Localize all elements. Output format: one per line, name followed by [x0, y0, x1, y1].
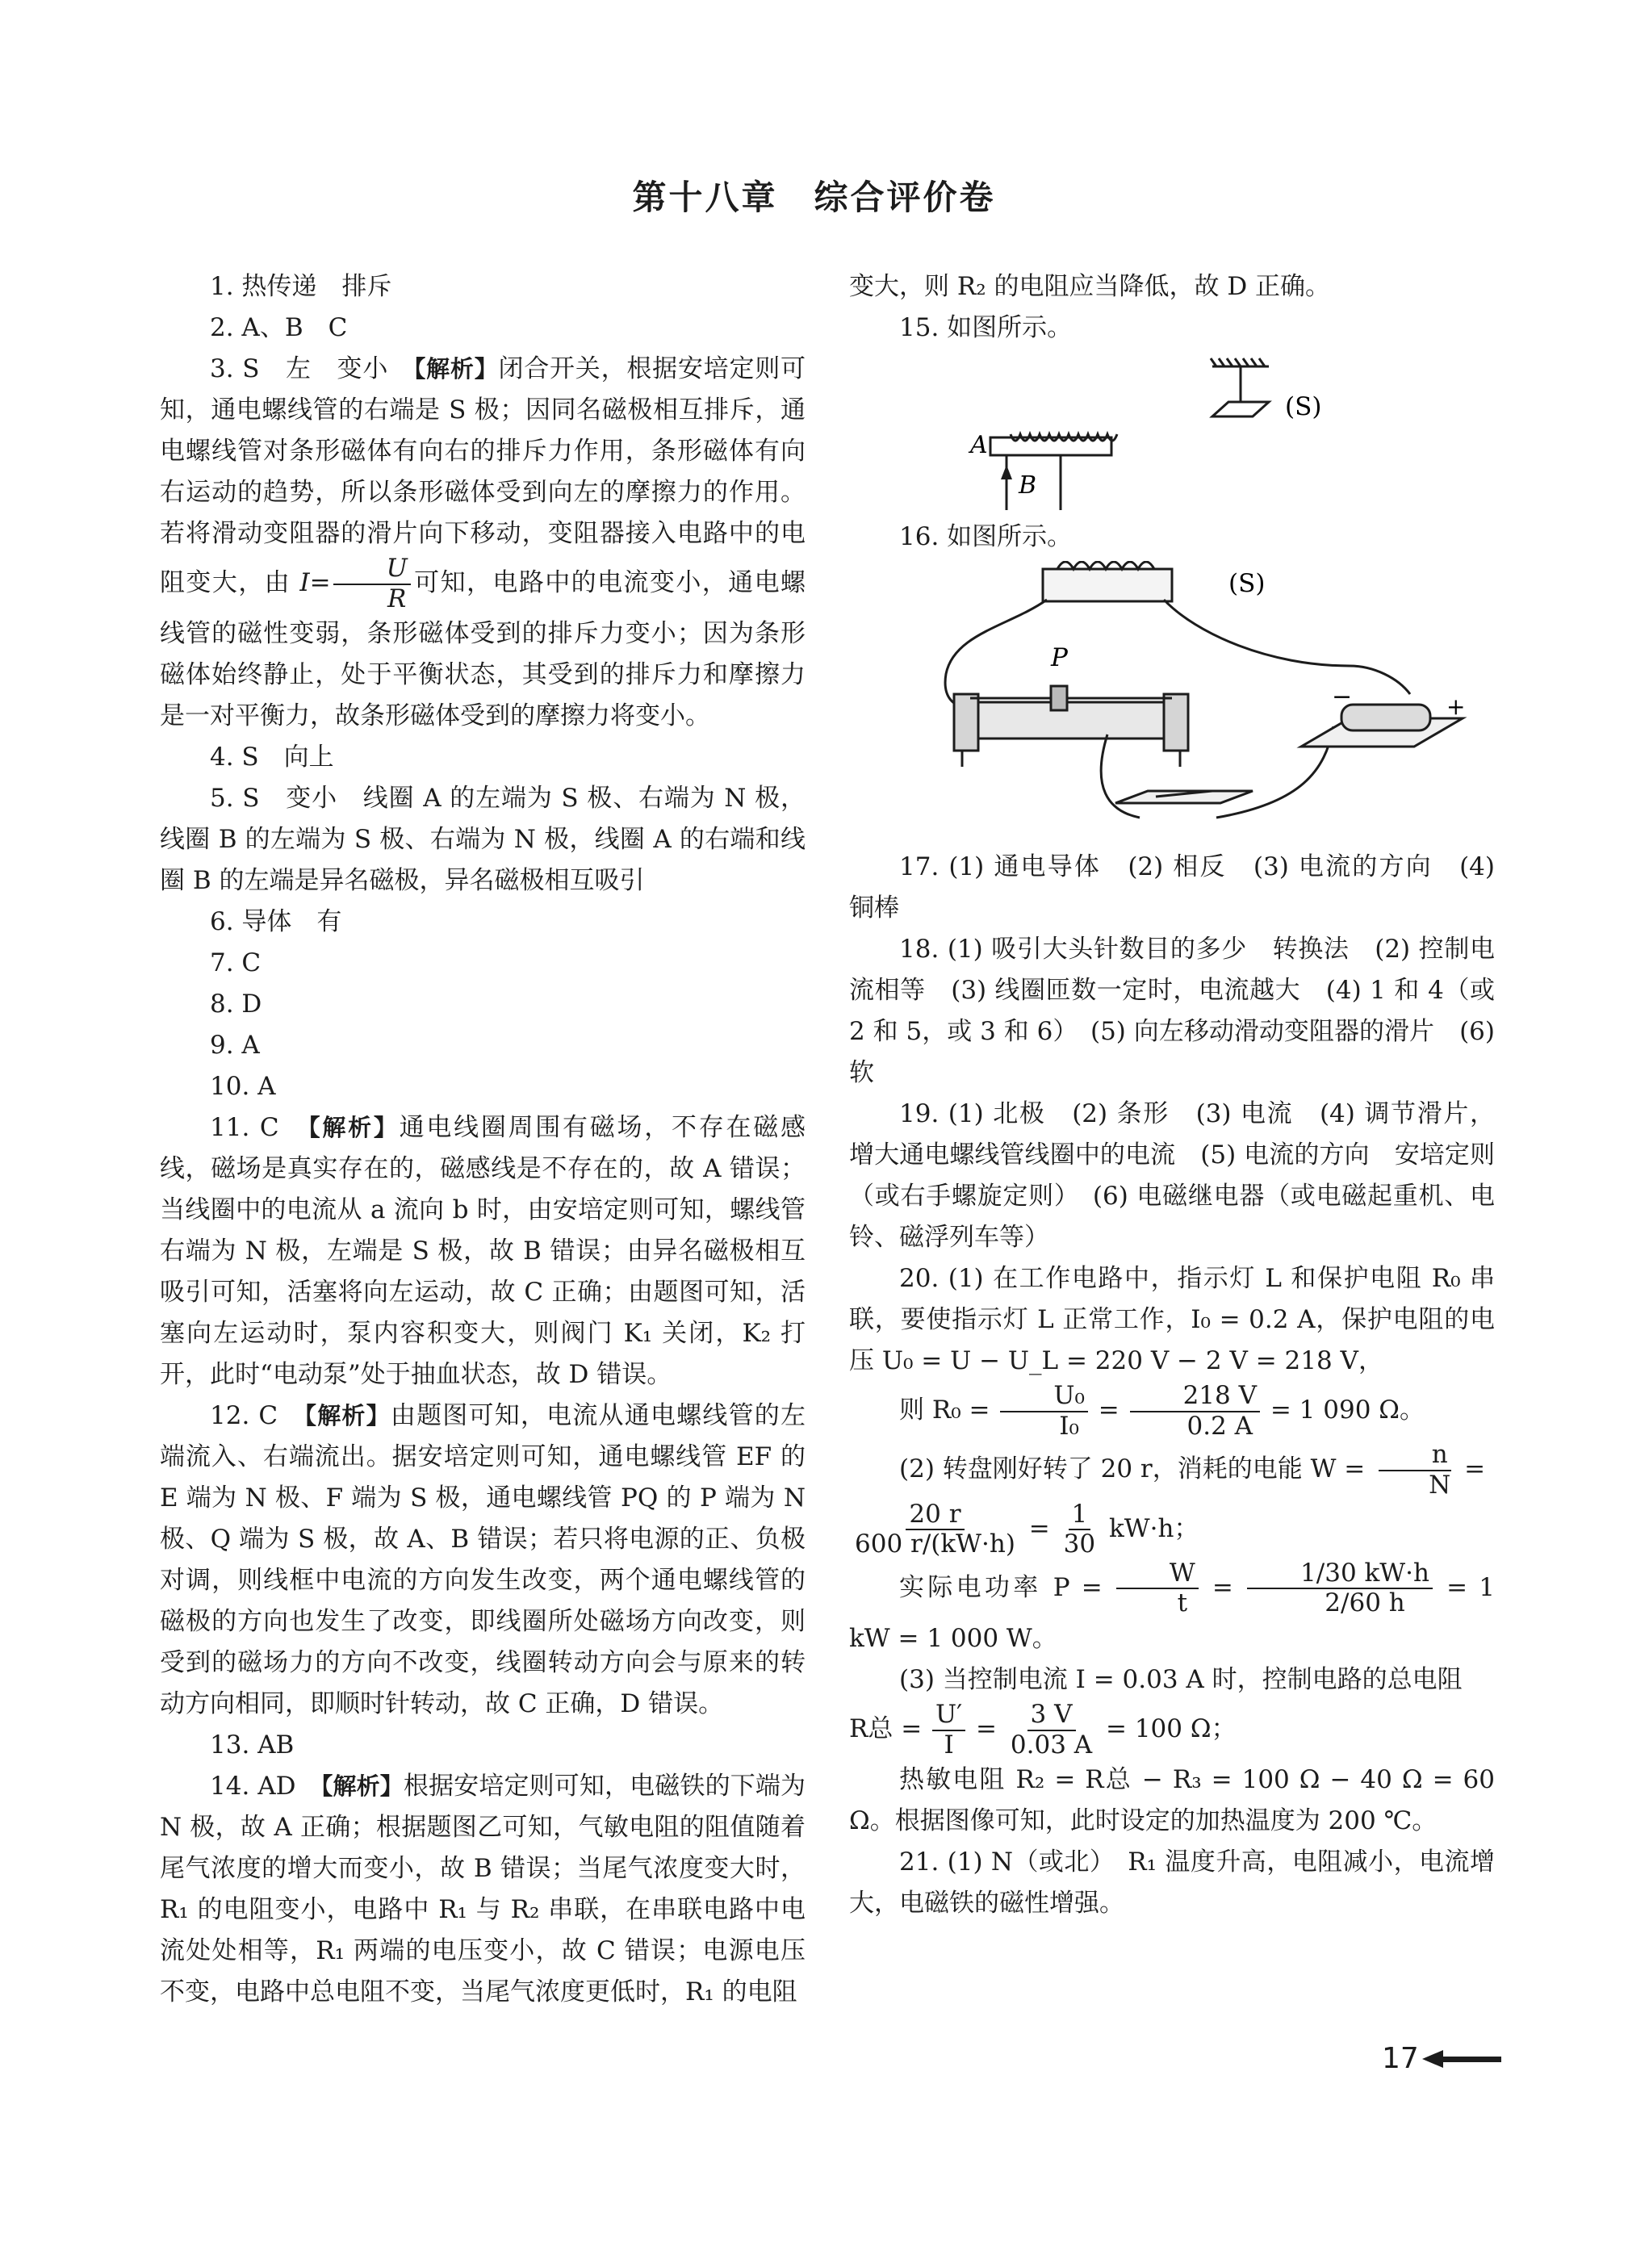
equals: =: [1456, 1454, 1486, 1484]
figure-15-pole-label: (S): [1285, 392, 1322, 421]
figure-16-circuit: [849, 561, 1495, 843]
answer-14-continued: 变大，则 R₂ 的电阻应当降低，故 D 正确。: [849, 272, 1331, 301]
answer-11-head: 11. C: [210, 1113, 309, 1143]
answer-3-text: 闭合开关，根据安培定则可知，通电螺线管的右端是 S 极；因同名磁极相互排斥，通电螺线管对条形磁体有向右的排斥力作用，条形磁体有向右运动的趋势，所以条形磁体受到向左的摩擦力的作用。若将滑动变阻器的滑片向下移动，变阻器接入电路中的电阻变大，由: [160, 354, 806, 598]
denominator: 0.2 A: [1186, 1411, 1253, 1441]
numerator: 1/30 kW·h: [1247, 1559, 1433, 1590]
r0-result: = 1 090 Ω。: [1262, 1396, 1425, 1425]
left-column: [160, 266, 806, 2013]
answer-17: 17. (1) 通电导体 (2) 相反 (3) 电流的方向 (4) 铜棒: [849, 852, 1495, 923]
fraction-3v-over-003a: [1007, 1701, 1095, 1760]
answer-20-energy: [849, 1441, 1495, 1500]
answer-13: 13. AB: [210, 1730, 295, 1760]
numerator: 1: [1069, 1500, 1091, 1531]
page-number: 17: [1382, 2042, 1419, 2075]
rheostat-end-left: [954, 694, 978, 751]
answer-20-part1: 20. (1) 在工作电路中，指示灯 L 和保护电阻 R₀ 串联，要使指示灯 L 正常工作，I₀ = 0.2 A，保护电阻的电压 U₀ = U − U_L = 220 V − 2 V = 218 V，: [849, 1264, 1495, 1375]
fraction-20r-over-600r: [852, 1500, 1019, 1559]
answer-14-text: 根据安培定则可知，电磁铁的下端为 N 极，故 A 正确；根据题图乙可知，气敏电阻的阻值随着尾气浓度的增大而变小，故 B 错误；当尾气浓度变大时，R₁ 的电阻变小，电路中 R₁ 与 R₂ 串联，在串联电路中电流处处相等，R₁ 两端的电压变小，故 C 错误；电源电压不变，电路中总电阻不变，当尾气浓度更低时，R₁ 的电阻: [160, 1772, 806, 2007]
W: W: [1116, 1559, 1199, 1590]
answer-14: [160, 1766, 806, 2013]
analysis-tag: 【解析】: [413, 355, 499, 383]
arrow-left-icon: [1422, 2048, 1501, 2069]
r-total-prefix: R总 =: [849, 1714, 931, 1744]
r0-prefix: 则 R₀ =: [899, 1396, 998, 1425]
solenoid-body: [1043, 569, 1172, 601]
answer-20-total-resistance: R总 = $\frac{U'}{I}$ = $\frac{3 V}{0.03 A}$ = 100 Ω；: [849, 1700, 1237, 1760]
answer-15: 15. 如图所示。: [899, 313, 1073, 342]
answer-21: 21. (1) N（或北） R₁ 温度升高，电阻减小，电流增大，电磁铁的磁性增强。: [849, 1847, 1495, 1919]
answer-20-thermistor: 热敏电阻 R₂ = R总 − R₃ = 100 Ω − 40 Ω = 60 Ω。根据图像可知，此时设定的加热温度为 200 ℃。: [849, 1765, 1495, 1836]
answer-20-r0-formula: [849, 1382, 1495, 1441]
answer-12: [160, 1396, 806, 1725]
answer-3-text-b: 可知，电路中的电流变小，通电螺线管的磁性变弱，条形磁体受到的排斥力变小；因为条形磁体始终静止，处于平衡状态，其受到的排斥力和摩擦力是一对平衡力，故条形磁体受到的摩擦力将变小。: [160, 568, 806, 731]
equals: =: [1090, 1396, 1128, 1425]
answer-20-part3: (3) 当控制电流 I = 0.03 A 时，控制电路的总电阻: [899, 1665, 1463, 1695]
answer-7: 7. C: [210, 948, 262, 978]
arrow-up-icon: [1001, 465, 1012, 479]
figure-15-label-a: A: [970, 431, 988, 459]
analysis-tag: 【解析】: [308, 1114, 400, 1142]
n: n: [1379, 1441, 1451, 1471]
wire-3: [1101, 734, 1140, 818]
suspended-magnet: [1212, 402, 1269, 416]
U-prime: U′: [932, 1701, 965, 1731]
denominator: 2/60 h: [1325, 1588, 1405, 1618]
analysis-tag: 【解析】: [304, 1402, 391, 1430]
answer-20-power: 实际电功率 P = $\frac{W}{t}$ = $\frac{1/30 kW\cdot h}{2/60 h}$ = 1 kW = 1 000 W。: [849, 1558, 1496, 1654]
i0: I₀: [1059, 1411, 1079, 1441]
answer-9: 9. A: [210, 1031, 260, 1061]
analysis-tag: 【解析】: [320, 1772, 404, 1801]
answer-19: 19. (1) 北极 (2) 条形 (3) 电流 (4) 调节滑片，增大通电螺线管线圈中的电流 (5) 电流的方向 安培定则（或右手螺旋定则） (6) 电磁继电器（或电磁起重机、电铃、磁浮列车等）: [849, 1099, 1495, 1252]
t: t: [1177, 1588, 1188, 1618]
battery-minus-label: −: [1332, 683, 1353, 711]
figure-15-label-b: B: [1019, 471, 1037, 500]
answer-11-text: 通电线圈周围有磁场，不存在磁感线，磁场是真实存在的，磁感线是不存在的，故 A 错误；当线圈中的电流从 a 流向 b 时，由安培定则可知，螺线管右端为 N 极，左端是 S 极，故 B 错误；由异名磁极相互吸引可知，活塞将向左运动，故 C 正确；由题图可知，活塞向左运动时，泵内容积变大，则阀门 K₁ 关闭，K₂ 打开，此时“电动泵”处于抽血状态，故 D 错误。: [160, 1113, 806, 1390]
answer-3: 3. S 左 变小 【解析】闭合开关，根据安培定则可知，通电螺线管的右端是 S 极；因同名磁极相互排斥，通电螺线管对条形磁体有向右的排斥力作用，条形磁体有向右运动的趋势，所以条形磁体受到向左的摩擦力的作用。若将滑动变阻器的滑片向下移动，变阻器接入电路中的电阻变大，由 I= $\frac{U}{R}$ 可知，电路中的电流变小，通电螺线管的磁性变弱，条形磁体受到的排斥力变小；因为条形磁体始终静止，处于平衡状态，其受到的排斥力和摩擦力是一对平衡力，故条形磁体受到的摩擦力将变小。: [160, 354, 806, 731]
answer-11: [160, 1107, 806, 1396]
denominator: 30: [1063, 1529, 1096, 1559]
page-title: 第十八章 综合评价卷: [632, 178, 996, 217]
answer-16: 16. 如图所示。: [899, 522, 1073, 551]
battery-plus-label: +: [1446, 693, 1466, 720]
rheostat-end-right: [1164, 694, 1188, 751]
rheostat-slider: [1051, 686, 1067, 710]
var-U: U: [386, 554, 408, 583]
r-total-result: = 100 Ω；: [1098, 1714, 1237, 1744]
figure-15-electromagnet: [849, 352, 1495, 513]
answer-6: 6. 导体 有: [210, 907, 342, 937]
fraction-218v-over-02a: [1130, 1382, 1260, 1441]
I: I: [944, 1730, 954, 1760]
answer-18: 18. (1) 吸引大头针数目的多少 转换法 (2) 控制电流相等 (3) 线圈匝数一定时，电流越大 (4) 1 和 4（或 2 和 5，或 3 和 6） (5) 向左移动滑动变阻器的滑片 (6) 软: [849, 935, 1495, 1087]
fraction-u-over-r: [333, 554, 411, 613]
answer-3-head: 3. S 左 变小: [210, 354, 414, 383]
answer-5: 5. S 变小 线圈 A 的左端为 S 极、右端为 N 极，线圈 B 的左端为 S 极、右端为 N 极，线圈 A 的右端和线圈 B 的左端是异名磁极，异名磁极相互吸引: [160, 784, 806, 896]
answer-4: 4. S 向上: [210, 743, 334, 772]
answer-1: 1. 热传递 排斥: [210, 272, 392, 301]
fraction-u-over-i: [932, 1701, 965, 1760]
solenoid-coil: [1057, 562, 1154, 569]
wire-2: [1164, 600, 1410, 694]
answer-12-head: 12. C: [210, 1401, 305, 1431]
rheostat: [970, 702, 1172, 739]
figure-16-slider-label: P: [1051, 643, 1068, 672]
answer-10: 10. A: [210, 1072, 276, 1102]
numerator: 20 r: [906, 1500, 964, 1531]
power-prefix: 实际电功率 P =: [899, 1572, 1114, 1602]
right-column: [849, 266, 1495, 1924]
N: N: [1429, 1470, 1451, 1500]
energy-prefix: (2) 转盘刚好转了 20 r，消耗的电能 W =: [899, 1454, 1374, 1484]
var-I: I: [299, 568, 310, 598]
answer-2: 2. A、B C: [210, 313, 348, 342]
fraction-compound: [1247, 1559, 1433, 1618]
fraction-w-over-t: [1116, 1559, 1199, 1618]
answer-20-energy-value: [849, 1500, 1495, 1559]
equals: =: [1020, 1513, 1058, 1543]
var-R: R: [387, 584, 407, 613]
battery-cell: [1341, 705, 1430, 730]
answer-8: 8. D: [210, 990, 262, 1019]
numerator: 218 V: [1130, 1382, 1260, 1412]
answer-14-head: 14. AD: [210, 1772, 321, 1801]
fraction-u0-over-i0: [1000, 1382, 1088, 1441]
u0: U₀: [1000, 1382, 1088, 1412]
power-result: = 1 kW = 1 000 W。: [849, 1572, 1496, 1654]
energy-unit: kW·h；: [1101, 1513, 1199, 1543]
figure-16-pole-label: (S): [1228, 569, 1266, 598]
fraction-1-over-30: [1061, 1500, 1099, 1559]
denominator: 0.03 A: [1010, 1730, 1093, 1760]
answer-12-text: 由题图可知，电流从通电螺线管的左端流入、右端流出。据安培定则可知，通电螺线管 EF 的 E 端为 N 极、F 端为 S 极，通电螺线管 PQ 的 P 端为 N 极、Q 端为 S 极，故 A、B 错误；若只将电源的正、负极对调，则线框中电流的方向发生改变，两个通电螺线管的磁极的方向也发生了改变，即线圈所处磁场方向改变，则受到的磁场力的方向不改变，线圈转动方向会与原来的转动方向相同，即顺时针转动，故 C 正确，D 错误。: [160, 1401, 806, 1719]
numerator: 3 V: [1027, 1701, 1076, 1731]
denominator: 600 r/(kW·h): [855, 1529, 1015, 1559]
fraction-n-over-N: [1375, 1441, 1454, 1500]
